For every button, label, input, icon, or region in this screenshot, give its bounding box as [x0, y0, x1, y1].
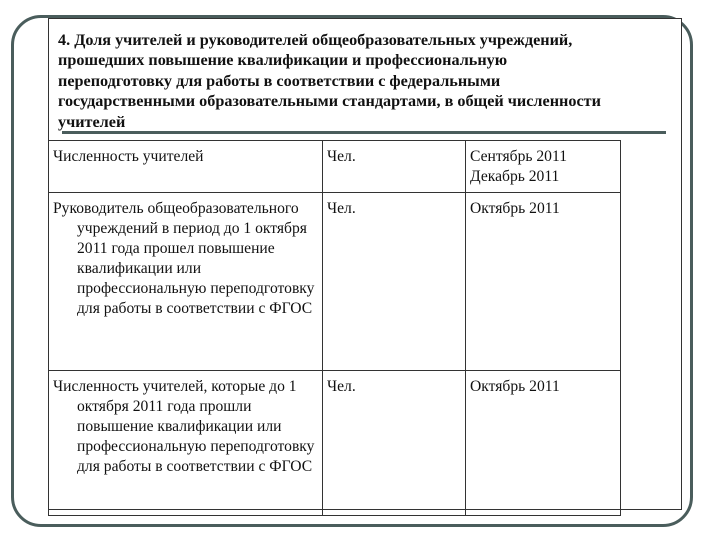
date-cell	[466, 371, 621, 516]
heading-divider	[62, 131, 666, 134]
date-value: Октябрь 2011	[470, 200, 560, 217]
heading-line: прошедших повышение квалификации и профессиональную	[58, 51, 508, 70]
date-cell	[466, 141, 621, 193]
unit-cell: Чел.	[323, 193, 466, 371]
date-value: Сентябрь 2011	[470, 148, 567, 165]
unit-cell: Чел.	[323, 371, 466, 516]
indicator-table	[48, 140, 621, 516]
date-cell	[466, 193, 621, 371]
heading-line: 4. Доля учителей и руководителей общеобразовательных учреждений,	[58, 31, 573, 49]
section-heading	[58, 30, 690, 132]
indicator-cell: Численность учителей, которые до 1 октября 2011 года прошли повышение квалификации или профессиональную переподготовку для работы в соответствии с ФГОС	[49, 371, 323, 516]
table-row	[49, 371, 621, 516]
indicator-cell: Руководитель общеобразовательного учреждений в период до 1 октября 2011 года прошел повышение квалификации или профессиональную переподготовку для работы в соответствии с ФГОС	[49, 193, 323, 371]
heading-line: учителей	[58, 112, 126, 131]
date-value: Декабрь 2011	[470, 168, 560, 185]
heading-line: государственными образовательными стандартами, в общей численности	[58, 92, 601, 111]
unit-cell: Чел.	[323, 141, 466, 193]
date-value: Октябрь 2011	[470, 378, 560, 395]
table-row	[49, 193, 621, 371]
table-row	[49, 141, 621, 193]
indicator-cell: Численность учителей	[49, 141, 323, 193]
heading-line: переподготовку для работы в соответствии с федеральными	[58, 71, 501, 90]
